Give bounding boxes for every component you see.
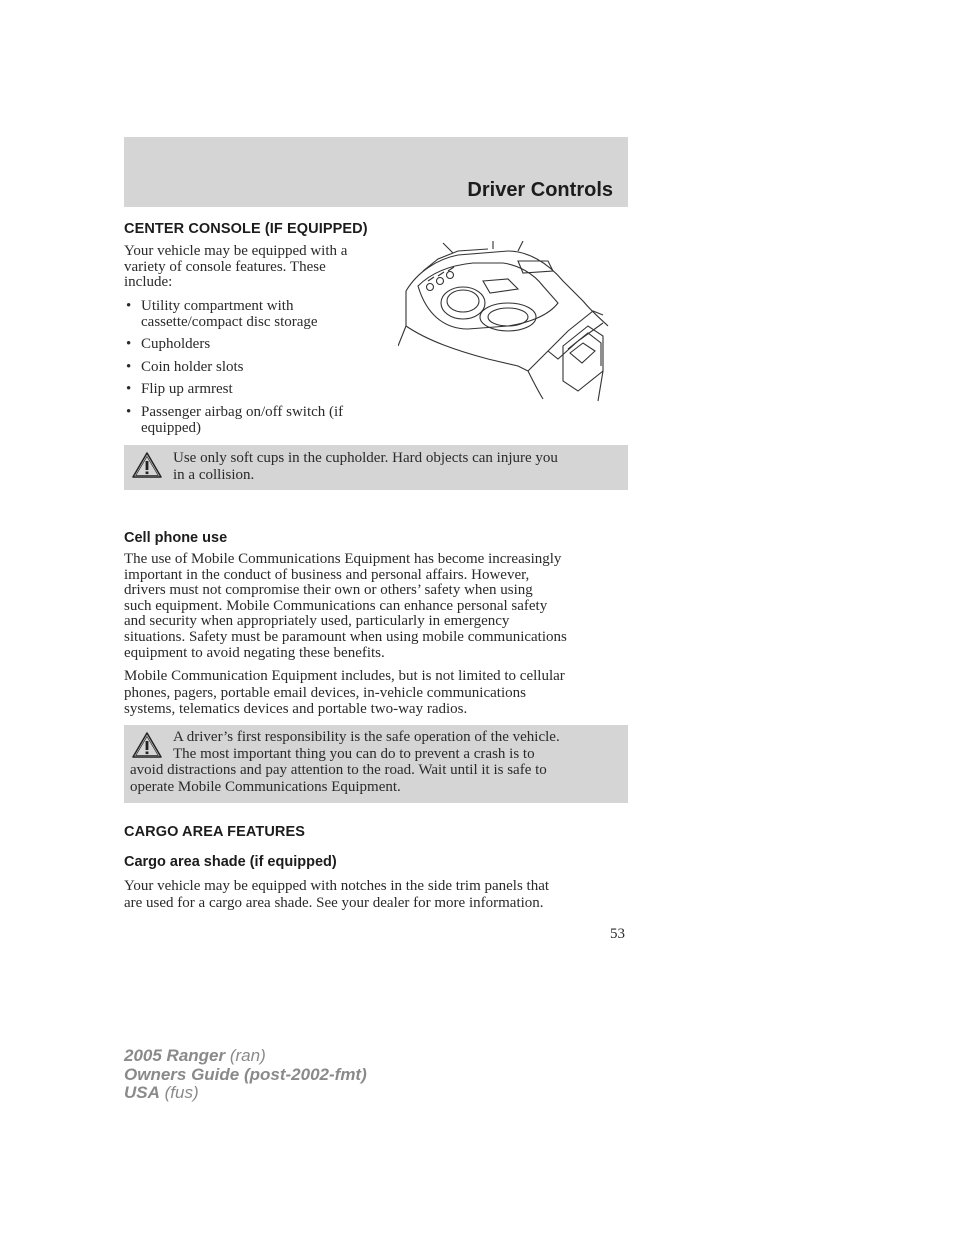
distraction-warning xyxy=(124,725,628,803)
console-intro-line: Your vehicle may be equipped with a xyxy=(124,243,348,259)
console-intro xyxy=(124,244,394,291)
list-item: • Passenger airbag on/off switch (if equipped) xyxy=(124,405,384,436)
warning-triangle-icon xyxy=(131,451,163,479)
distraction-warning-text-bottom: avoid distractions and pay attention to the road. Wait until it is safe to operate Mobile Communications Equipment. xyxy=(130,762,547,795)
center-console-illustration xyxy=(398,241,610,403)
list-item: • Utility compartment with cassette/compact disc storage xyxy=(124,299,384,330)
distraction-warning-text-top: A driver’s first responsibility is the safe operation of the vehicle. The most important thing you can do to prevent a crash is to xyxy=(173,729,560,762)
list-item: • Flip up armrest xyxy=(124,382,384,398)
list-item: • Cupholders xyxy=(124,337,384,353)
console-feature-list xyxy=(124,299,384,436)
console-intro-line: variety of console features. These xyxy=(124,258,326,275)
console-intro-line: include: xyxy=(124,274,173,291)
page-number: 53 xyxy=(610,926,625,942)
document-footer: 2005 Ranger (ran) Owners Guide (post-2002-fmt) USA (fus) xyxy=(124,1046,367,1102)
cargo-heading: CARGO AREA FEATURES xyxy=(124,824,306,840)
warning-triangle-icon xyxy=(131,731,163,759)
center-console-heading: CENTER CONSOLE (IF EQUIPPED) xyxy=(124,221,368,237)
header-band xyxy=(124,137,628,207)
cupholder-warning xyxy=(124,445,628,490)
cell-phone-heading: Cell phone use xyxy=(124,530,228,546)
page-title: Driver Controls xyxy=(467,179,613,201)
cell-phone-paragraph-1: The use of Mobile Communications Equipment has become increasingly important in the conduct of business and personal affairs. However, drivers must not compromise their own or others’ safety when using such equipment. Mobile Communications can enhance personal safety and security when appropriately used, particularly in emergency situations. Safety must be paramount when using mobile communications equipment to avoid negating these benefits. xyxy=(124,551,567,661)
cupholder-warning-text: Use only soft cups in the cupholder. Hard objects can injure you in a collision. xyxy=(173,450,558,483)
cell-phone-paragraph-2: Mobile Communication Equipment includes, but is not limited to cellular phones, pagers, portable email devices, in-vehicle communications systems, telematics devices and portable two-way radios. xyxy=(124,668,565,717)
list-item: • Coin holder slots xyxy=(124,360,384,376)
cargo-shade-heading: Cargo area shade (if equipped) xyxy=(124,854,337,870)
cargo-paragraph: Your vehicle may be equipped with notches in the side trim panels that are used for a cargo area shade. See your dealer for more information. xyxy=(124,878,550,911)
